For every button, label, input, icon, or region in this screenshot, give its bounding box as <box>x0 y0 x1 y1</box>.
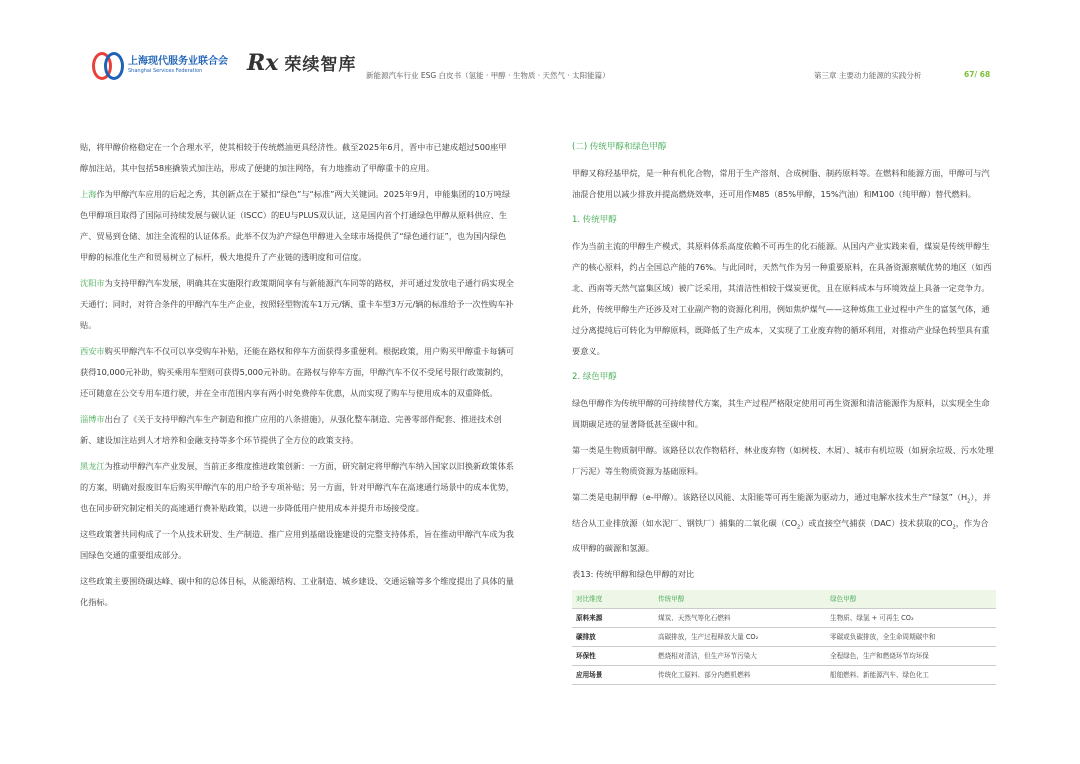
table-cell: 零碳或负碳排放，全生命周期碳中和 <box>826 628 996 647</box>
paragraph: 这些政策主要围绕碳达峰、碳中和的总体目标，从能源结构、工业制造、城乡建设、交通运输等多个维度提出了具体的量化指标。 <box>80 576 514 607</box>
table-cell: 生物质、绿氢 + 可再生 CO₂ <box>826 609 996 628</box>
paragraph: 黑龙江为推动甲醇汽车产业发展，当前正多维度推进政策创新：一方面，研究制定将甲醇汽车纳入国家以旧换新政策体系的方案，明确对报废旧车后购买甲醇汽车的用户给予专项补贴；另一方面，针对甲醇汽车在高速通行场景中的成本优势，也在同步研究制定相关的高速通行费补贴政策，以进一步降低用户使用成本并提升市场接受度。 <box>80 461 514 513</box>
table-cell: 船舶燃料、新能源汽车、绿色化工 <box>826 666 996 685</box>
table-cell: 碳排放 <box>572 628 654 647</box>
paragraph: 作为当前主流的甲醇生产模式，其原料体系高度依赖不可再生的化石能源。从国内产业实践来看，煤炭是传统甲醇生产的核心原料，约占全国总产能的76%。与此同时，天然气作为另一种重要原料，在具备资源禀赋优势的地区（如西北、西南等天然气富集区域）被广泛采用，其清洁性相较于煤炭更优，且在原料成本与环境效益上具备一定竞争力。此外，传统甲醇生产还涉及对工业副产物的资源化利用，例如焦炉煤气——这种炼焦工业过程中产生的富氢气体，通过分离提纯后可转化为甲醇原料，既降低了生产成本，又实现了工业废弃物的循环利用，对推动产业绿色转型具有重要意义。 <box>572 241 992 356</box>
brand-logo <box>247 50 356 75</box>
paragraph: 上海作为甲醇汽车应用的后起之秀，其创新点在于紧扣“绿色”与“标准”两大关键词。2025年9月，申能集团的10万吨绿色甲醇项目取得了国际可持续发展与碳认证（ISCC）的EU与PLUS双认证，这是国内首个打通绿色甲醇从原料供应、生产、贸易到仓储、加注全流程的认证体系。此举不仅为沪产绿色甲醇进入全球市场提供了“绿色通行证”，也为国内绿色甲醇的标准化生产和贸易树立了标杆，极大地提升了产业链的透明度和可信度。 <box>80 189 511 262</box>
table-cell: 环保性 <box>572 647 654 666</box>
brand-name: 荣续智库 <box>284 55 357 75</box>
table-header: 对比维度 <box>572 590 654 609</box>
city-name: 西安市 <box>80 346 105 356</box>
paragraph: 绿色甲醇作为传统甲醇的可持续替代方案，其生产过程严格限定使用可再生资源和清洁能源作为原料，以实现全生命周期碳足迹的显著降低甚至碳中和。 <box>572 398 990 429</box>
table-row <box>572 647 996 666</box>
paragraph: 沈阳市为支持甲醇汽车发展，明确其在实施限行政策期间享有与新能源汽车同等的路权，并可通过发放电子通行码实现全天通行；同时，对符合条件的甲醇汽车生产企业，按照轻型物流车1万元/辆、重卡车型3万元/辆的标准给予一次性购车补贴。 <box>80 278 514 330</box>
paragraph: 贴，将甲醇价格稳定在一个合理水平，使其相较于传统燃油更具经济性。截至2025年6月，晋中市已建成超过500座甲醇加注站，其中包括58座撬装式加注站，形成了便捷的加注网络，有力地推动了甲醇重卡的应用。 <box>80 142 507 173</box>
paragraph: 第二类是电制甲醇（e-甲醇）。该路径以风能、太阳能等可再生能源为驱动力，通过电解水技术生产“绿氢$”(H_2)$，并结合从工业排放源（如水泥厂、钢铁厂）捕集的二氧化碳$(CO_2)$或直接空气捕获（DAC）技术获取的$CO_2$，作为合成甲醇的碳源和氢源。 <box>572 492 991 554</box>
brand-mark-icon: Rx <box>247 49 279 76</box>
federation-name-en: Shanghai Services Federation <box>128 67 203 74</box>
paragraph: 淄博市出台了《关于支持甲醇汽车生产制造和推广应用的八条措施》，从强化整车制造、完善零部件配套、推进技术创新、建设加注站到人才培养和金融支持等多个环节提供了全方位的政策支持。 <box>80 414 502 445</box>
city-name: 淄博市 <box>80 414 105 424</box>
table-cell: 传统化工原料、部分内燃机燃料 <box>654 666 826 685</box>
paragraph: 第一类是生物质制甲醇。该路径以农作物秸秆、林业废弃物（如树枝、木屑）、城市有机垃圾（如厨余垃圾、污水处理厂污泥）等生物质资源为基础原料。 <box>572 445 994 476</box>
subsection-title: 1. 传统甲醇 <box>572 215 617 225</box>
table-caption: 表13: 传统甲醇和绿色甲醇的对比 <box>572 569 695 580</box>
table-cell: 高碳排放，生产过程释放大量 CO₂ <box>654 628 826 647</box>
paragraph: 甲醇又称羟基甲烷，是一种有机化合物，常用于生产溶剂、合成树脂、制药原料等。在燃料和能源方面，甲醇可与汽油混合使用以减少排放并提高燃烧效率，还可用作M85（85%甲醇，15%汽油）和M100（纯甲醇）替代燃料。 <box>572 168 990 199</box>
city-name: 黑龙江 <box>80 461 105 471</box>
paragraph: 西安市购买甲醇汽车不仅可以享受购车补贴，还能在路权和停车方面获得多重便利。根据政策，用户购买甲醇重卡每辆可获得10,000元补助，购买乘用车型则可获得5,000元补助。在路权与停车方面，甲醇汽车不仅不受尾号限行政策制约，还可随意在公交专用车道行驶，并在全市范围内享有两小时免费停车优惠，从而实现了购车与使用成本的双重降低。 <box>80 346 514 398</box>
table-row <box>572 609 996 628</box>
right-column <box>572 137 996 685</box>
page-header <box>0 0 1080 100</box>
comparison-table <box>572 590 996 685</box>
city-name: 沈阳市 <box>80 278 105 288</box>
table-header: 传统甲醇 <box>654 590 826 609</box>
section-title: (二) 传统甲醇和绿色甲醇 <box>572 142 667 152</box>
table-cell: 原料来源 <box>572 609 654 628</box>
federation-name-cn: 上海现代服务业联合会 <box>128 55 228 67</box>
table-row <box>572 666 996 685</box>
table-header: 绿色甲醇 <box>826 590 996 609</box>
table-cell: 燃烧相对清洁，但生产环节污染大 <box>654 647 826 666</box>
federation-logo <box>92 52 228 78</box>
page-number: 67/ 68 <box>964 70 991 79</box>
chapter-title: 第三章 主要动力能源的实践分析 <box>814 71 922 80</box>
table-cell: 应用场景 <box>572 666 654 685</box>
table-cell: 煤炭、天然气等化石燃料 <box>654 609 826 628</box>
federation-mark-icon <box>92 52 122 78</box>
left-column <box>80 137 514 618</box>
doc-title: 新能源汽车行业 ESG 白皮书（氢能 · 甲醇 · 生物质 · 天然气 · 太阳能篇） <box>366 71 610 80</box>
table-header-row <box>572 590 996 609</box>
table-row <box>572 628 996 647</box>
paragraph: 这些政策著共同构成了一个从技术研发、生产制造、推广应用到基础设施建设的完整支持体系，旨在推动甲醇汽车成为我国绿色交通的重要组成部分。 <box>80 529 514 560</box>
table-cell: 全程绿色，生产和燃烧环节均环保 <box>826 647 996 666</box>
city-name: 上海 <box>80 189 97 199</box>
subsection-title: 2. 绿色甲醇 <box>572 372 617 382</box>
